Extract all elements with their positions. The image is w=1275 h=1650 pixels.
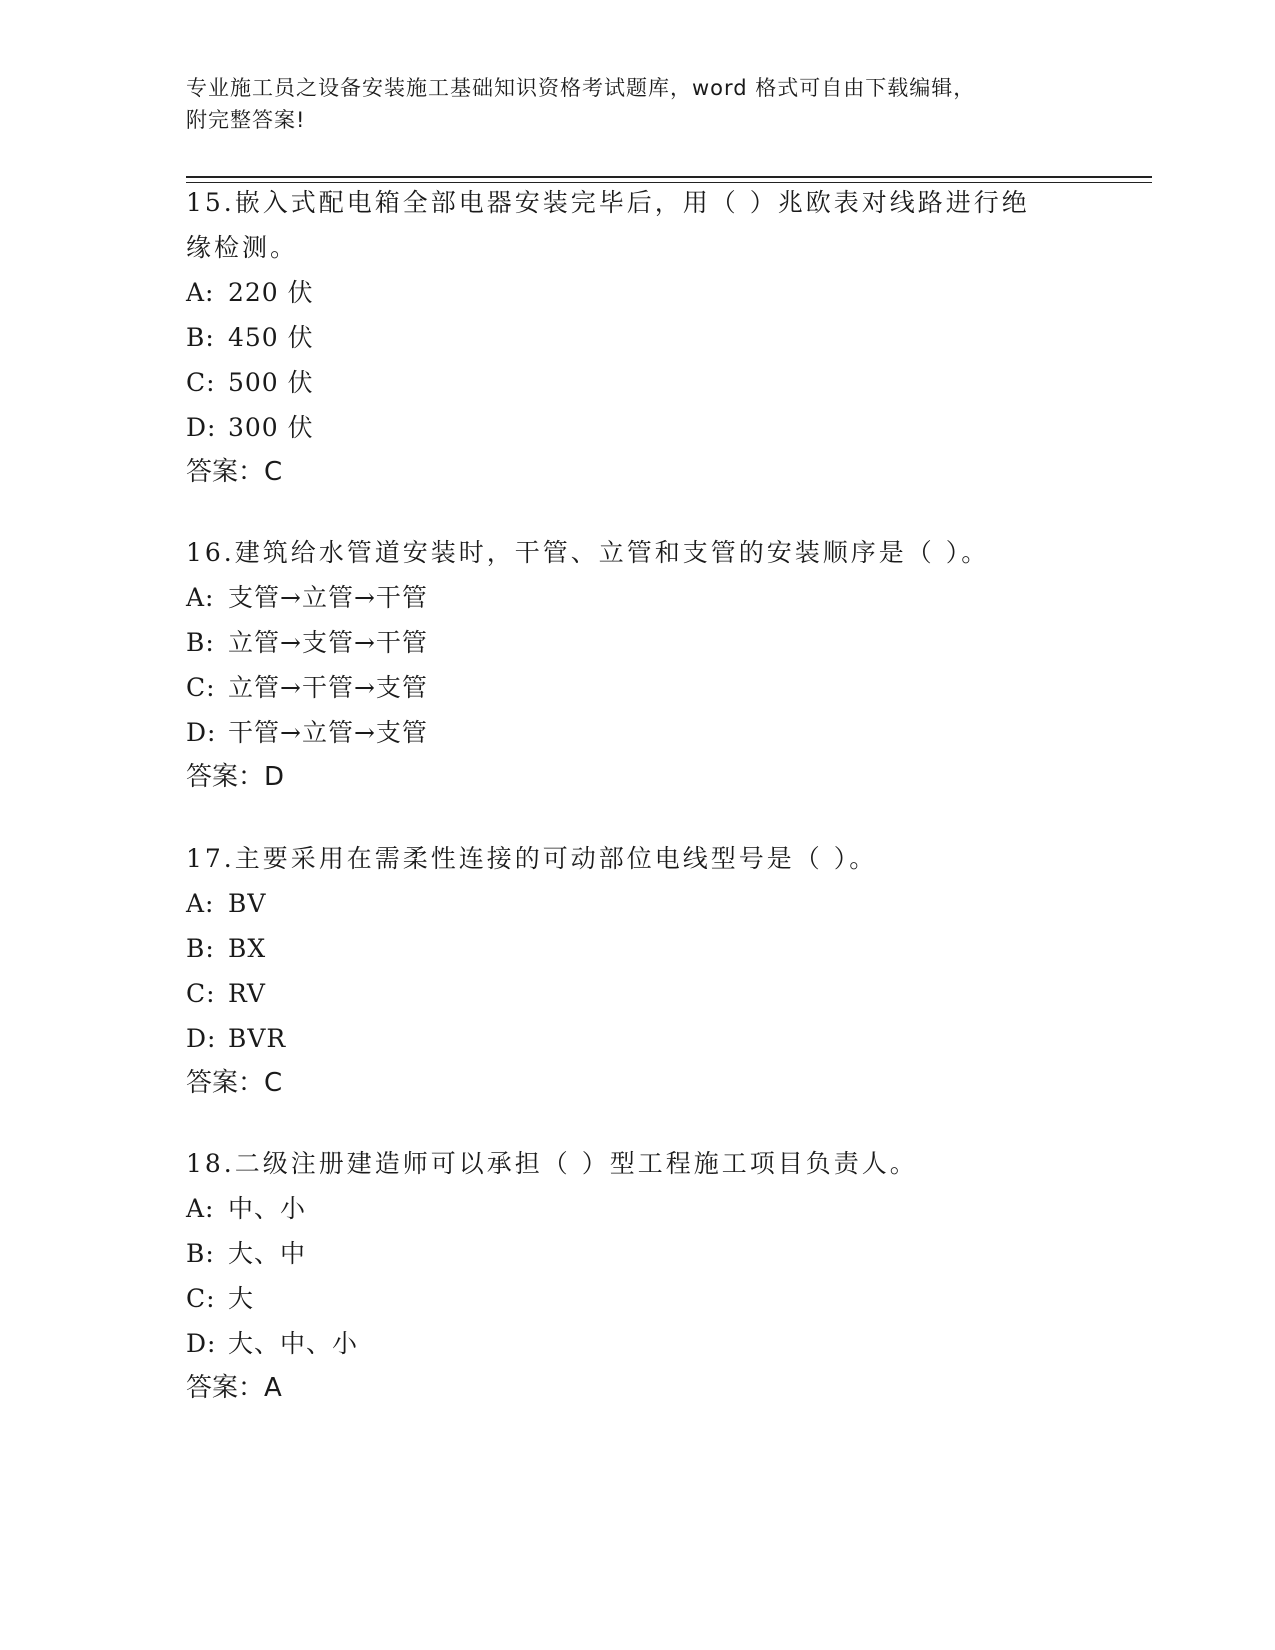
option-value: 大、中	[228, 1239, 307, 1268]
option-value: BV	[228, 889, 267, 918]
question-18	[186, 1141, 1152, 1411]
option-key: D:	[186, 1024, 217, 1053]
option-c	[186, 971, 1152, 1016]
option-a	[186, 1186, 1152, 1231]
option-b	[186, 1231, 1152, 1276]
question-text: 18.二级注册建造师可以承担（ ）型工程施工项目负责人。	[186, 1149, 918, 1178]
option-d	[186, 405, 1152, 450]
option-key: C:	[186, 673, 216, 702]
option-b	[186, 620, 1152, 665]
option-value: RV	[228, 979, 266, 1008]
option-key: C:	[186, 1284, 216, 1313]
option-d	[186, 710, 1152, 755]
option-c	[186, 665, 1152, 710]
answer-label: 答案：C	[186, 1068, 283, 1098]
option-d	[186, 1321, 1152, 1366]
header-line-1: 专业施工员之设备安装施工基础知识资格考试题库，word 格式可自由下载编辑，	[186, 76, 976, 100]
option-key: A:	[186, 278, 215, 307]
option-key: A:	[186, 1194, 215, 1223]
option-key: D:	[186, 718, 217, 747]
option-value: 中、小	[228, 1194, 307, 1223]
option-key: A:	[186, 889, 215, 918]
answer-label: 答案：C	[186, 457, 283, 487]
question-16	[186, 530, 1152, 800]
option-key: C:	[186, 368, 216, 397]
option-value: 500 伏	[228, 368, 314, 397]
option-key: B:	[186, 628, 215, 657]
question-text: 17.主要采用在需柔性连接的可动部位电线型号是（ ）。	[186, 844, 878, 873]
option-key: C:	[186, 979, 216, 1008]
option-value: 300 伏	[228, 413, 314, 442]
option-d	[186, 1016, 1152, 1061]
option-value: 立管→支管→干管	[228, 628, 428, 657]
option-value: BVR	[228, 1024, 287, 1053]
option-value: 立管→干管→支管	[228, 673, 428, 702]
option-key: D:	[186, 413, 217, 442]
option-b	[186, 315, 1152, 360]
option-key: B:	[186, 934, 215, 963]
option-c	[186, 1276, 1152, 1321]
option-value: 干管→立管→支管	[228, 718, 428, 747]
option-key: B:	[186, 1239, 215, 1268]
option-value: 450 伏	[228, 323, 314, 352]
document-header	[186, 72, 1066, 136]
option-value: BX	[228, 934, 267, 963]
question-text: 15.嵌入式配电箱全部电器安装完毕后，用（ ）兆欧表对线路进行绝缘检测。	[186, 188, 1030, 262]
question-15	[186, 180, 1152, 495]
option-key: B:	[186, 323, 215, 352]
option-key: D:	[186, 1329, 217, 1358]
option-value: 220 伏	[228, 278, 314, 307]
option-a	[186, 881, 1152, 926]
header-line-2: 附完整答案!	[186, 108, 306, 132]
option-value: 大、中、小	[228, 1329, 359, 1358]
option-c	[186, 360, 1152, 405]
option-key: A:	[186, 583, 215, 612]
option-b	[186, 926, 1152, 971]
answer-label: 答案：D	[186, 762, 285, 792]
option-value: 支管→立管→干管	[228, 583, 428, 612]
answer-label: 答案：A	[186, 1373, 282, 1403]
question-17	[186, 836, 1152, 1106]
option-a	[186, 575, 1152, 620]
option-value: 大	[228, 1284, 255, 1313]
question-text: 16.建筑给水管道安装时，干管、立管和支管的安装顺序是（ ）。	[186, 538, 990, 567]
option-a	[186, 270, 1152, 315]
